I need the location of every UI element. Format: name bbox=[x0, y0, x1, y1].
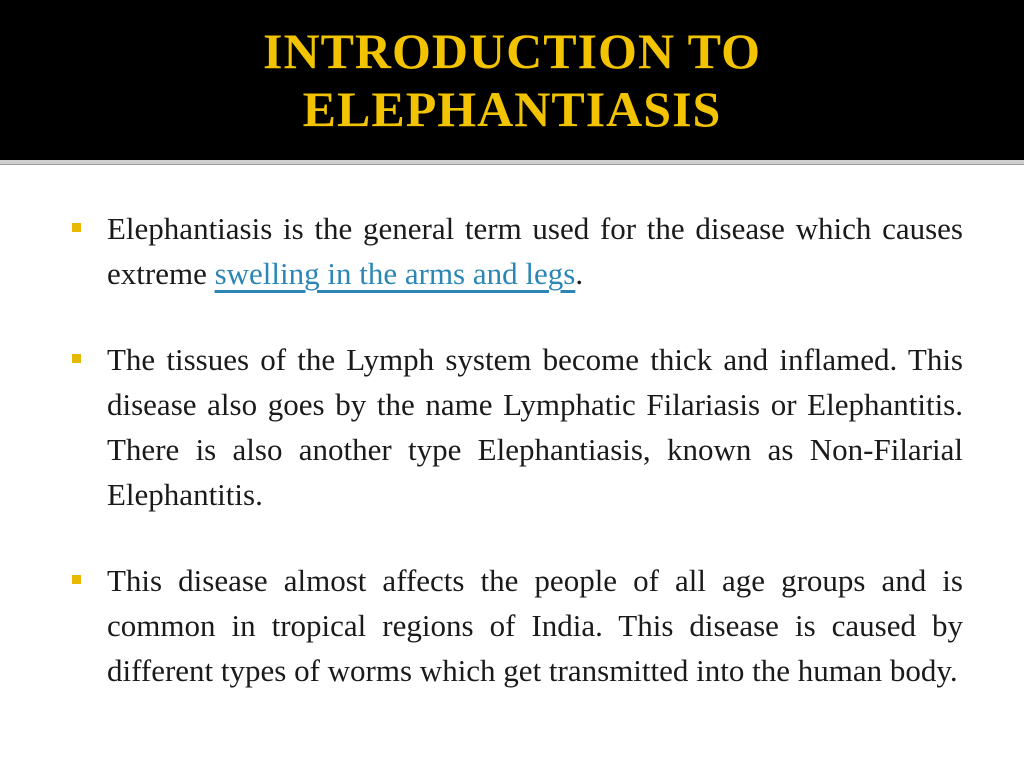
title-band bbox=[0, 0, 1024, 160]
bullet-item-2 bbox=[70, 337, 963, 517]
slide-title bbox=[0, 22, 1024, 138]
bullet-3-text: This disease almost affects the people of all age groups and is common in tropical regions of India. This disease is caused by different types of worms which get transmitted into the human body. bbox=[107, 563, 963, 688]
bullet-list bbox=[70, 206, 963, 693]
swelling-link[interactable]: swelling in the arms and legs bbox=[214, 256, 576, 291]
title-line-2: ELEPHANTIASIS bbox=[302, 81, 722, 137]
bullet-item-1 bbox=[70, 206, 963, 296]
square-bullet-icon bbox=[72, 575, 81, 584]
bullet-1-text-end: . bbox=[575, 256, 584, 291]
bullet-2-text: The tissues of the Lymph system become thick and inflamed. This disease also goes by the name Lymphatic Filariasis or Elephantitis. There is also another type Elephantiasis, known as Non-Filarial Elephantitis. bbox=[107, 342, 963, 512]
square-bullet-icon bbox=[72, 354, 81, 363]
title-divider bbox=[0, 160, 1024, 165]
bullet-item-3 bbox=[70, 558, 963, 693]
bullet-1-text: Elephantiasis is the general term used for the disease which causes extreme bbox=[107, 211, 963, 291]
square-bullet-icon bbox=[72, 223, 81, 232]
title-line-1: INTRODUCTION TO bbox=[263, 23, 761, 79]
